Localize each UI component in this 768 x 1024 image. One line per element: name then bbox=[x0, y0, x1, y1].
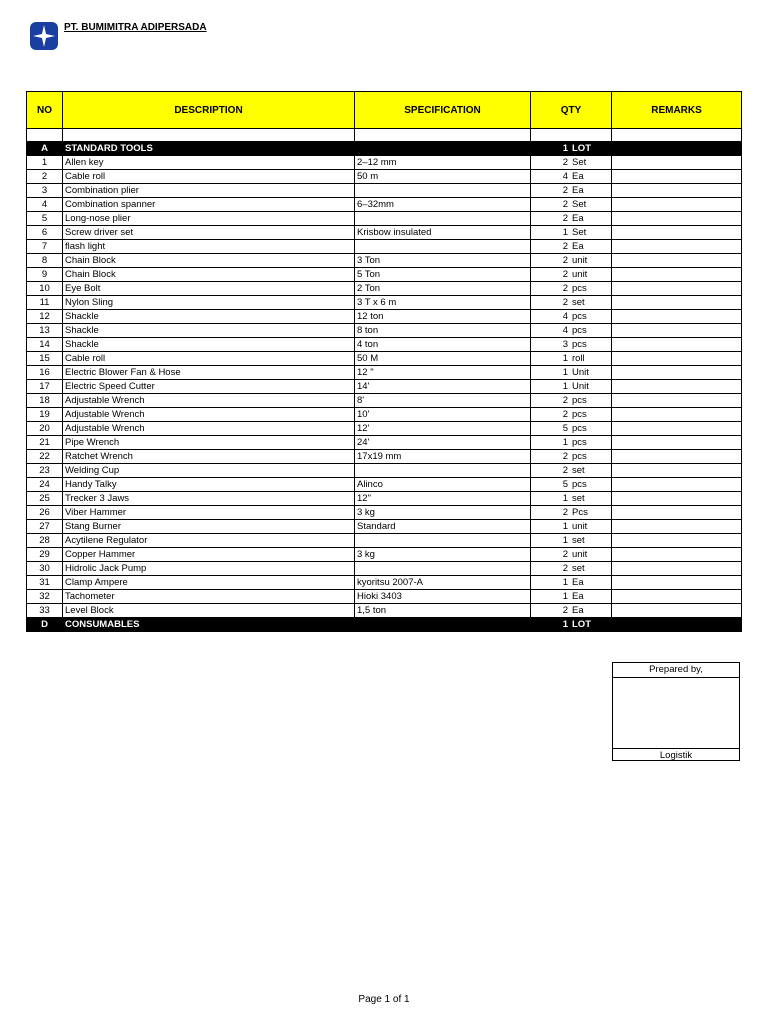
table-row bbox=[27, 170, 742, 184]
row-specification: kyoritsu 2007-A bbox=[355, 576, 531, 590]
row-description: Copper Hammer bbox=[63, 548, 355, 562]
table-row bbox=[27, 534, 742, 548]
row-qty bbox=[531, 170, 612, 184]
section-qty-number: 1 bbox=[562, 619, 568, 630]
row-qty-unit: Ea bbox=[572, 171, 584, 182]
row-qty-number: 4 bbox=[562, 311, 568, 322]
table-row bbox=[27, 506, 742, 520]
row-specification: Hioki 3403 bbox=[355, 590, 531, 604]
row-description: Long-nose plier bbox=[63, 212, 355, 226]
row-qty-number: 2 bbox=[562, 507, 568, 518]
section-qty-number: 1 bbox=[562, 143, 568, 154]
row-description: Viber Hammer bbox=[63, 506, 355, 520]
company-logo-icon bbox=[30, 22, 58, 50]
row-qty-unit: Ea bbox=[572, 185, 584, 196]
row-qty bbox=[531, 520, 612, 534]
row-qty bbox=[531, 590, 612, 604]
table-row bbox=[27, 394, 742, 408]
table-row bbox=[27, 492, 742, 506]
row-specification: 24' bbox=[355, 436, 531, 450]
row-description: Stang Burner bbox=[63, 520, 355, 534]
section-title: STANDARD TOOLS bbox=[63, 142, 355, 156]
row-description: Cable roll bbox=[63, 170, 355, 184]
row-qty bbox=[531, 212, 612, 226]
row-specification bbox=[355, 464, 531, 478]
row-remarks bbox=[612, 324, 742, 338]
row-remarks bbox=[612, 478, 742, 492]
row-qty-number: 2 bbox=[562, 241, 568, 252]
row-description: Hidrolic Jack Pump bbox=[63, 562, 355, 576]
row-specification: 12 ton bbox=[355, 310, 531, 324]
row-no: 26 bbox=[27, 506, 63, 520]
row-remarks bbox=[612, 198, 742, 212]
row-no: 1 bbox=[27, 156, 63, 170]
row-specification: 8 ton bbox=[355, 324, 531, 338]
row-no: 6 bbox=[27, 226, 63, 240]
table-row bbox=[27, 156, 742, 170]
row-qty bbox=[531, 366, 612, 380]
row-specification: 2 Ton bbox=[355, 282, 531, 296]
row-no: 10 bbox=[27, 282, 63, 296]
row-remarks bbox=[612, 590, 742, 604]
row-qty-unit: Unit bbox=[572, 381, 589, 392]
row-remarks bbox=[612, 254, 742, 268]
row-qty-unit: pcs bbox=[572, 451, 587, 462]
table-row bbox=[27, 380, 742, 394]
row-no: 29 bbox=[27, 548, 63, 562]
row-description: Acytilene Regulator bbox=[63, 534, 355, 548]
table-row bbox=[27, 240, 742, 254]
row-no: 31 bbox=[27, 576, 63, 590]
row-qty-number: 1 bbox=[562, 353, 568, 364]
row-qty-unit: pcs bbox=[572, 437, 587, 448]
row-qty-number: 5 bbox=[562, 479, 568, 490]
row-qty-unit: Ea bbox=[572, 241, 584, 252]
row-description: Screw driver set bbox=[63, 226, 355, 240]
row-no: 13 bbox=[27, 324, 63, 338]
row-qty-number: 1 bbox=[562, 381, 568, 392]
row-description: Shackle bbox=[63, 338, 355, 352]
table-row bbox=[27, 226, 742, 240]
table-row bbox=[27, 338, 742, 352]
row-no: 19 bbox=[27, 408, 63, 422]
row-description: Allen key bbox=[63, 156, 355, 170]
table-row bbox=[27, 282, 742, 296]
row-specification bbox=[355, 562, 531, 576]
row-no: 9 bbox=[27, 268, 63, 282]
row-specification: Standard bbox=[355, 520, 531, 534]
row-qty-number: 1 bbox=[562, 437, 568, 448]
row-description: Cable roll bbox=[63, 352, 355, 366]
row-qty-number: 2 bbox=[562, 297, 568, 308]
row-description: Welding Cup bbox=[63, 464, 355, 478]
row-no: 14 bbox=[27, 338, 63, 352]
row-specification: 6–32mm bbox=[355, 198, 531, 212]
row-qty bbox=[531, 296, 612, 310]
row-qty-unit: Ea bbox=[572, 213, 584, 224]
row-qty-unit: pcs bbox=[572, 423, 587, 434]
row-description: Adjustable Wrench bbox=[63, 394, 355, 408]
row-specification: 2–12 mm bbox=[355, 156, 531, 170]
header-remarks: REMARKS bbox=[612, 92, 742, 129]
row-remarks bbox=[612, 170, 742, 184]
row-remarks bbox=[612, 352, 742, 366]
row-no: 4 bbox=[27, 198, 63, 212]
row-remarks bbox=[612, 240, 742, 254]
row-qty bbox=[531, 226, 612, 240]
row-qty-unit: set bbox=[572, 563, 585, 574]
row-qty bbox=[531, 562, 612, 576]
header-no: NO bbox=[27, 92, 63, 129]
table-row bbox=[27, 450, 742, 464]
row-qty bbox=[531, 352, 612, 366]
row-qty-unit: Set bbox=[572, 199, 587, 210]
row-qty-number: 2 bbox=[562, 185, 568, 196]
row-no: 25 bbox=[27, 492, 63, 506]
row-no: 17 bbox=[27, 380, 63, 394]
row-description: Adjustable Wrench bbox=[63, 408, 355, 422]
company-name: PT. BUMIMITRA ADIPERSADA bbox=[64, 22, 207, 33]
row-qty-unit: set bbox=[572, 465, 585, 476]
spacer-row bbox=[27, 129, 742, 142]
row-qty bbox=[531, 268, 612, 282]
row-no: 21 bbox=[27, 436, 63, 450]
row-qty bbox=[531, 478, 612, 492]
row-no: 3 bbox=[27, 184, 63, 198]
row-remarks bbox=[612, 212, 742, 226]
row-qty bbox=[531, 548, 612, 562]
row-description: Electric Speed Cutter bbox=[63, 380, 355, 394]
row-description: Level Block bbox=[63, 604, 355, 618]
row-no: 24 bbox=[27, 478, 63, 492]
row-no: 30 bbox=[27, 562, 63, 576]
row-specification: 3 kg bbox=[355, 506, 531, 520]
row-remarks bbox=[612, 436, 742, 450]
row-specification: 10' bbox=[355, 408, 531, 422]
row-qty bbox=[531, 282, 612, 296]
row-remarks bbox=[612, 380, 742, 394]
page-number: Page 1 of 1 bbox=[358, 994, 410, 1005]
row-description: Nylon Sling bbox=[63, 296, 355, 310]
row-qty bbox=[531, 310, 612, 324]
row-qty bbox=[531, 604, 612, 618]
row-specification: 8' bbox=[355, 394, 531, 408]
row-specification: 5 Ton bbox=[355, 268, 531, 282]
row-qty-unit: pcs bbox=[572, 409, 587, 420]
signature-role: Logistik bbox=[613, 748, 739, 762]
row-qty-number: 3 bbox=[562, 339, 568, 350]
row-qty-number: 2 bbox=[562, 409, 568, 420]
row-specification: 50 m bbox=[355, 170, 531, 184]
row-qty-number: 2 bbox=[562, 563, 568, 574]
row-remarks bbox=[612, 520, 742, 534]
row-no: 16 bbox=[27, 366, 63, 380]
row-qty-unit: Unit bbox=[572, 367, 589, 378]
table-row bbox=[27, 548, 742, 562]
row-remarks bbox=[612, 156, 742, 170]
row-qty bbox=[531, 408, 612, 422]
row-specification: Alinco bbox=[355, 478, 531, 492]
row-description: Handy Talky bbox=[63, 478, 355, 492]
row-qty-unit: Pcs bbox=[572, 507, 588, 518]
row-specification: 3 T x 6 m bbox=[355, 296, 531, 310]
row-description: Shackle bbox=[63, 310, 355, 324]
header-description: DESCRIPTION bbox=[63, 92, 355, 129]
row-no: 2 bbox=[27, 170, 63, 184]
row-no: 28 bbox=[27, 534, 63, 548]
row-remarks bbox=[612, 184, 742, 198]
row-qty-unit: set bbox=[572, 297, 585, 308]
section-no: D bbox=[27, 618, 63, 632]
row-qty bbox=[531, 394, 612, 408]
row-description: Chain Block bbox=[63, 268, 355, 282]
row-qty-number: 2 bbox=[562, 605, 568, 616]
row-description: Adjustable Wrench bbox=[63, 422, 355, 436]
section-qty-unit: LOT bbox=[572, 619, 591, 630]
row-specification: 17x19 mm bbox=[355, 450, 531, 464]
row-no: 20 bbox=[27, 422, 63, 436]
row-no: 32 bbox=[27, 590, 63, 604]
row-qty-number: 4 bbox=[562, 171, 568, 182]
prepared-by-label: Prepared by, bbox=[613, 663, 739, 678]
row-qty-unit: pcs bbox=[572, 395, 587, 406]
section-no: A bbox=[27, 142, 63, 156]
row-remarks bbox=[612, 464, 742, 478]
row-qty bbox=[531, 380, 612, 394]
row-no: 11 bbox=[27, 296, 63, 310]
row-description: Eye Bolt bbox=[63, 282, 355, 296]
section-row-standard-tools bbox=[27, 142, 742, 156]
row-qty-number: 2 bbox=[562, 549, 568, 560]
row-no: 18 bbox=[27, 394, 63, 408]
row-remarks bbox=[612, 226, 742, 240]
row-remarks bbox=[612, 296, 742, 310]
table-header-row bbox=[27, 92, 742, 129]
row-qty bbox=[531, 534, 612, 548]
row-qty-number: 1 bbox=[562, 591, 568, 602]
row-no: 8 bbox=[27, 254, 63, 268]
row-qty bbox=[531, 324, 612, 338]
row-qty bbox=[531, 506, 612, 520]
row-description: Tachometer bbox=[63, 590, 355, 604]
row-qty-unit: unit bbox=[572, 269, 588, 280]
row-no: 12 bbox=[27, 310, 63, 324]
row-specification: 4 ton bbox=[355, 338, 531, 352]
section-row-consumables bbox=[27, 618, 742, 632]
row-no: 27 bbox=[27, 520, 63, 534]
row-specification: 14' bbox=[355, 380, 531, 394]
table-row bbox=[27, 464, 742, 478]
row-description: Clamp Ampere bbox=[63, 576, 355, 590]
row-qty-number: 1 bbox=[562, 577, 568, 588]
row-specification: 1,5 ton bbox=[355, 604, 531, 618]
row-remarks bbox=[612, 394, 742, 408]
row-qty bbox=[531, 492, 612, 506]
table-row bbox=[27, 366, 742, 380]
table-row bbox=[27, 422, 742, 436]
row-qty bbox=[531, 254, 612, 268]
row-description: Pipe Wrench bbox=[63, 436, 355, 450]
row-qty bbox=[531, 240, 612, 254]
row-remarks bbox=[612, 604, 742, 618]
row-qty-number: 4 bbox=[562, 325, 568, 336]
row-qty-number: 2 bbox=[562, 255, 568, 266]
row-qty bbox=[531, 156, 612, 170]
row-specification: Krisbow insulated bbox=[355, 226, 531, 240]
row-qty-number: 2 bbox=[562, 451, 568, 462]
row-qty-unit: unit bbox=[572, 255, 588, 266]
row-specification bbox=[355, 212, 531, 226]
row-qty-unit: Set bbox=[572, 157, 587, 168]
header-qty: QTY bbox=[531, 92, 612, 129]
row-qty-number: 2 bbox=[562, 283, 568, 294]
table-row bbox=[27, 576, 742, 590]
row-remarks bbox=[612, 492, 742, 506]
row-remarks bbox=[612, 562, 742, 576]
table-row bbox=[27, 590, 742, 604]
row-qty-unit: unit bbox=[572, 549, 588, 560]
row-qty-number: 5 bbox=[562, 423, 568, 434]
row-description: Combination spanner bbox=[63, 198, 355, 212]
row-specification: 3 kg bbox=[355, 548, 531, 562]
row-remarks bbox=[612, 408, 742, 422]
row-description: Trecker 3 Jaws bbox=[63, 492, 355, 506]
row-no: 23 bbox=[27, 464, 63, 478]
table-row bbox=[27, 352, 742, 366]
row-remarks bbox=[612, 534, 742, 548]
row-specification: 12' bbox=[355, 422, 531, 436]
row-remarks bbox=[612, 576, 742, 590]
row-no: 7 bbox=[27, 240, 63, 254]
section-title: CONSUMABLES bbox=[63, 618, 355, 632]
table-row bbox=[27, 310, 742, 324]
row-qty-number: 1 bbox=[562, 521, 568, 532]
row-remarks bbox=[612, 450, 742, 464]
tools-table bbox=[26, 91, 742, 632]
row-specification bbox=[355, 240, 531, 254]
row-qty-number: 2 bbox=[562, 465, 568, 476]
row-qty-number: 2 bbox=[562, 199, 568, 210]
row-qty bbox=[531, 464, 612, 478]
row-remarks bbox=[612, 282, 742, 296]
table-row bbox=[27, 562, 742, 576]
row-specification: 12 " bbox=[355, 366, 531, 380]
row-specification bbox=[355, 184, 531, 198]
row-qty-unit: pcs bbox=[572, 479, 587, 490]
row-specification: 50 M bbox=[355, 352, 531, 366]
row-qty-unit: roll bbox=[572, 353, 585, 364]
row-qty bbox=[531, 184, 612, 198]
row-qty-unit: set bbox=[572, 493, 585, 504]
table-row bbox=[27, 520, 742, 534]
table-row bbox=[27, 478, 742, 492]
row-specification: 12" bbox=[355, 492, 531, 506]
row-qty bbox=[531, 198, 612, 212]
row-remarks bbox=[612, 506, 742, 520]
table-row bbox=[27, 604, 742, 618]
row-qty bbox=[531, 338, 612, 352]
row-remarks bbox=[612, 422, 742, 436]
row-qty-number: 1 bbox=[562, 493, 568, 504]
row-remarks bbox=[612, 310, 742, 324]
row-qty-unit: pcs bbox=[572, 339, 587, 350]
row-qty bbox=[531, 450, 612, 464]
row-qty bbox=[531, 436, 612, 450]
row-specification: 3 Ton bbox=[355, 254, 531, 268]
row-description: Shackle bbox=[63, 324, 355, 338]
row-qty-number: 2 bbox=[562, 395, 568, 406]
row-description: Ratchet Wrench bbox=[63, 450, 355, 464]
row-qty-unit: Ea bbox=[572, 577, 584, 588]
row-description: flash light bbox=[63, 240, 355, 254]
row-no: 33 bbox=[27, 604, 63, 618]
row-no: 5 bbox=[27, 212, 63, 226]
row-qty-unit: unit bbox=[572, 521, 588, 532]
header-specification: SPECIFICATION bbox=[355, 92, 531, 129]
row-no: 22 bbox=[27, 450, 63, 464]
table-row bbox=[27, 324, 742, 338]
row-specification bbox=[355, 534, 531, 548]
row-qty-number: 1 bbox=[562, 367, 568, 378]
table-row bbox=[27, 254, 742, 268]
row-description: Combination plier bbox=[63, 184, 355, 198]
row-qty-unit: set bbox=[572, 535, 585, 546]
row-qty bbox=[531, 422, 612, 436]
table-row bbox=[27, 268, 742, 282]
row-remarks bbox=[612, 366, 742, 380]
signature-box bbox=[612, 662, 740, 761]
row-qty-unit: pcs bbox=[572, 283, 587, 294]
row-qty-unit: Ea bbox=[572, 605, 584, 616]
row-description: Electric Blower Fan & Hose bbox=[63, 366, 355, 380]
row-qty-number: 1 bbox=[562, 535, 568, 546]
row-qty bbox=[531, 576, 612, 590]
row-remarks bbox=[612, 268, 742, 282]
row-qty-unit: Ea bbox=[572, 591, 584, 602]
table-row bbox=[27, 212, 742, 226]
row-qty-unit: pcs bbox=[572, 325, 587, 336]
table-row bbox=[27, 408, 742, 422]
row-qty-number: 2 bbox=[562, 269, 568, 280]
table-row bbox=[27, 198, 742, 212]
row-qty-unit: Set bbox=[572, 227, 587, 238]
row-qty-number: 1 bbox=[562, 227, 568, 238]
row-qty-number: 2 bbox=[562, 157, 568, 168]
row-qty-number: 2 bbox=[562, 213, 568, 224]
table-row bbox=[27, 184, 742, 198]
section-qty-unit: LOT bbox=[572, 143, 591, 154]
row-description: Chain Block bbox=[63, 254, 355, 268]
signature-area bbox=[613, 678, 739, 748]
table-row bbox=[27, 436, 742, 450]
table-row bbox=[27, 296, 742, 310]
row-remarks bbox=[612, 338, 742, 352]
row-no: 15 bbox=[27, 352, 63, 366]
row-remarks bbox=[612, 548, 742, 562]
row-qty-unit: pcs bbox=[572, 311, 587, 322]
